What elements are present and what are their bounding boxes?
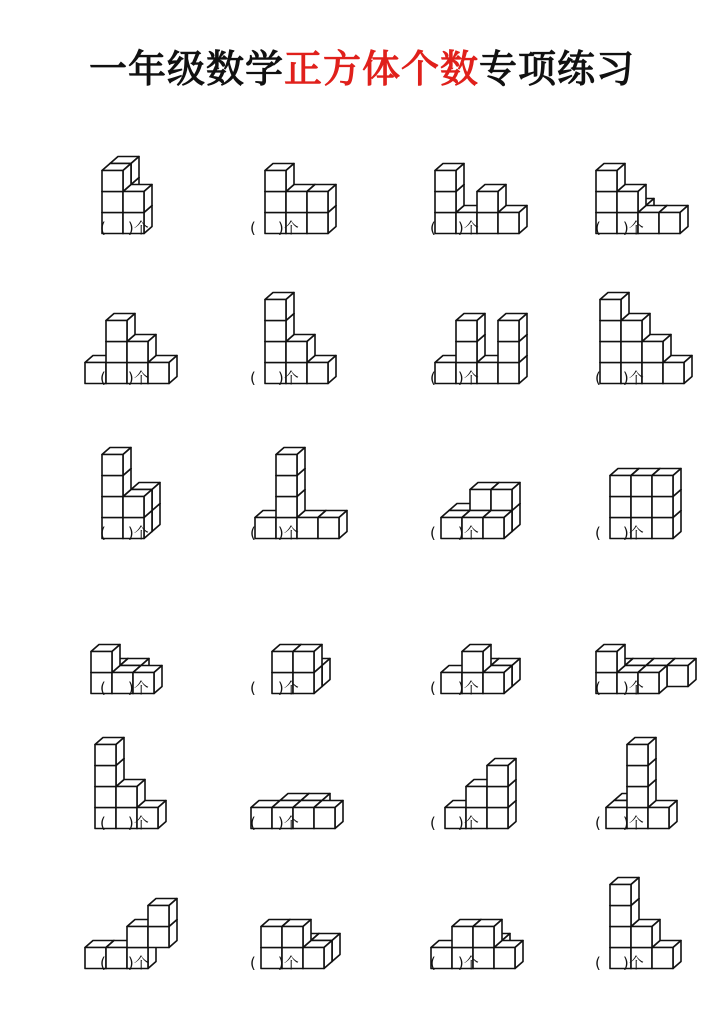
close-paren: ) [277, 954, 284, 972]
answer-blank[interactable] [595, 812, 644, 833]
exercise-item [200, 255, 381, 395]
exercise-item [20, 105, 201, 245]
close-paren: ) [127, 954, 134, 972]
open-paren: ( [100, 954, 106, 972]
exercise-item [200, 840, 381, 1010]
close-paren: ) [457, 954, 464, 972]
answer-blank[interactable] [100, 367, 149, 388]
unit-label: 个 [133, 219, 149, 237]
close-paren: ) [277, 369, 284, 387]
cube [265, 164, 294, 192]
unit-label: 个 [628, 219, 644, 237]
title-part-black: 一年级数学 [88, 47, 284, 91]
cube [652, 469, 681, 497]
cube [314, 801, 343, 829]
answer-blank[interactable] [595, 677, 644, 698]
open-paren: ( [100, 524, 106, 542]
exercise-item [20, 565, 201, 705]
open-paren: ( [250, 954, 256, 972]
cube [477, 185, 506, 213]
unit-label: 个 [133, 954, 149, 972]
unit-label: 个 [463, 679, 479, 697]
close-paren: ) [127, 369, 134, 387]
answer-blank[interactable] [250, 367, 299, 388]
cube [148, 899, 177, 927]
close-paren: ) [457, 679, 464, 697]
unit-label: 个 [463, 814, 479, 832]
close-paren: ) [457, 369, 464, 387]
unit-label: 个 [463, 954, 479, 972]
cube [106, 314, 135, 342]
exercise-item [380, 840, 561, 1010]
close-paren: ) [277, 524, 284, 542]
open-paren: ( [430, 954, 436, 972]
close-paren: ) [622, 679, 629, 697]
cube [307, 185, 336, 213]
open-paren: ( [430, 679, 436, 697]
exercise-item [545, 255, 724, 395]
unit-label: 个 [628, 369, 644, 387]
open-paren: ( [250, 524, 256, 542]
cube [483, 511, 512, 539]
cube [95, 738, 124, 766]
cube [596, 164, 625, 192]
answer-blank[interactable] [430, 522, 479, 543]
close-paren: ) [127, 219, 134, 237]
cube [667, 659, 696, 687]
unit-label: 个 [283, 219, 299, 237]
unit-label: 个 [628, 679, 644, 697]
exercise-item [20, 840, 201, 1010]
answer-blank[interactable] [595, 522, 644, 543]
open-paren: ( [595, 369, 601, 387]
unit-label: 个 [133, 524, 149, 542]
cube [473, 920, 502, 948]
exercise-item [380, 255, 561, 395]
exercise-item [380, 410, 561, 550]
close-paren: ) [277, 679, 284, 697]
exercise-item [20, 700, 201, 840]
answer-blank[interactable] [595, 217, 644, 238]
open-paren: ( [595, 814, 601, 832]
cube [102, 448, 131, 476]
cube [102, 164, 131, 192]
unit-label: 个 [283, 954, 299, 972]
close-paren: ) [277, 814, 284, 832]
unit-label: 个 [628, 814, 644, 832]
cube [265, 293, 294, 321]
title-part-red: 正方体个数 [283, 47, 479, 91]
open-paren: ( [250, 369, 256, 387]
open-paren: ( [250, 219, 256, 237]
answer-blank[interactable] [430, 677, 479, 698]
cube [498, 314, 527, 342]
unit-label: 个 [133, 814, 149, 832]
answer-blank[interactable] [430, 367, 479, 388]
page-title [0, 38, 724, 93]
cube [596, 645, 625, 673]
answer-blank[interactable] [430, 812, 479, 833]
exercise-item [380, 700, 561, 840]
answer-blank[interactable] [250, 812, 299, 833]
answer-blank[interactable] [595, 952, 644, 973]
unit-label: 个 [628, 524, 644, 542]
exercise-item [200, 410, 381, 550]
cube [659, 206, 688, 234]
close-paren: ) [127, 814, 134, 832]
close-paren: ) [622, 369, 629, 387]
unit-label: 个 [463, 524, 479, 542]
cube [318, 511, 347, 539]
answer-blank[interactable] [430, 952, 479, 973]
exercise-item [20, 255, 201, 395]
answer-blank[interactable] [250, 522, 299, 543]
answer-blank[interactable] [100, 952, 149, 973]
close-paren: ) [127, 679, 134, 697]
unit-label: 个 [628, 954, 644, 972]
open-paren: ( [595, 219, 601, 237]
open-paren: ( [100, 814, 106, 832]
exercise-item [545, 105, 724, 245]
cube [91, 645, 120, 673]
exercise-item [380, 105, 561, 245]
answer-blank[interactable] [100, 522, 149, 543]
answer-blank[interactable] [250, 217, 299, 238]
exercise-item [200, 105, 381, 245]
exercise-item [545, 700, 724, 840]
close-paren: ) [457, 814, 464, 832]
exercise-item [545, 840, 724, 1010]
cube [293, 645, 322, 673]
answer-blank[interactable] [430, 217, 479, 238]
close-paren: ) [127, 524, 134, 542]
cube [456, 314, 485, 342]
exercise-item [545, 565, 724, 705]
open-paren: ( [250, 814, 256, 832]
unit-label: 个 [133, 369, 149, 387]
open-paren: ( [100, 369, 106, 387]
close-paren: ) [622, 954, 629, 972]
open-paren: ( [430, 814, 436, 832]
answer-blank[interactable] [250, 677, 299, 698]
unit-label: 个 [283, 369, 299, 387]
close-paren: ) [622, 219, 629, 237]
cube [600, 293, 629, 321]
cube [435, 164, 464, 192]
cube [282, 920, 311, 948]
answer-blank[interactable] [100, 217, 149, 238]
exercise-item [200, 565, 381, 705]
exercise-item [380, 565, 561, 705]
unit-label: 个 [283, 814, 299, 832]
cube [462, 645, 491, 673]
cube [627, 738, 656, 766]
close-paren: ) [622, 814, 629, 832]
unit-label: 个 [463, 369, 479, 387]
unit-label: 个 [133, 679, 149, 697]
open-paren: ( [100, 679, 106, 697]
exercise-item [20, 410, 201, 550]
answer-blank[interactable] [100, 677, 149, 698]
open-paren: ( [430, 369, 436, 387]
open-paren: ( [430, 524, 436, 542]
open-paren: ( [250, 679, 256, 697]
answer-blank[interactable] [100, 812, 149, 833]
cube [610, 878, 639, 906]
cube [276, 448, 305, 476]
answer-blank[interactable] [250, 952, 299, 973]
open-paren: ( [595, 524, 601, 542]
close-paren: ) [622, 524, 629, 542]
unit-label: 个 [283, 679, 299, 697]
unit-label: 个 [463, 219, 479, 237]
close-paren: ) [277, 219, 284, 237]
title-part-black-end: 专项练习 [479, 47, 636, 91]
cube [491, 483, 520, 511]
exercise-item [200, 700, 381, 840]
exercise-item [545, 410, 724, 550]
open-paren: ( [430, 219, 436, 237]
open-paren: ( [595, 954, 601, 972]
open-paren: ( [100, 219, 106, 237]
unit-label: 个 [283, 524, 299, 542]
close-paren: ) [457, 524, 464, 542]
answer-blank[interactable] [595, 367, 644, 388]
open-paren: ( [595, 679, 601, 697]
close-paren: ) [457, 219, 464, 237]
cube [487, 759, 516, 787]
